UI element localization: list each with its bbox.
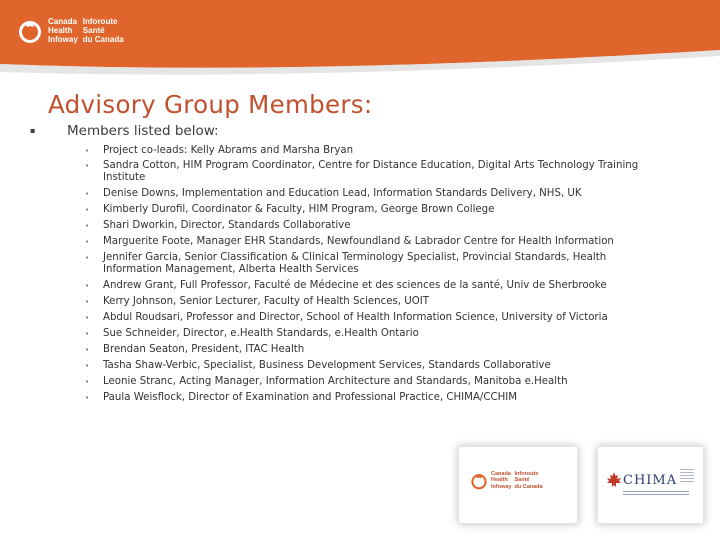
canada-health-infoway-logo-icon xyxy=(17,18,43,44)
chima-tagline xyxy=(623,491,689,497)
logo-text-line: Santé xyxy=(82,26,105,35)
member-item: • Leonie Stranc, Acting Manager, Information Architecture and Standards, Manitoba e.Health xyxy=(82,376,662,388)
logo-text-line: Infoway xyxy=(48,35,78,44)
chima-logo-card xyxy=(597,446,704,524)
member-item: • Andrew Grant, Full Professor, Faculté de Médecine et des sciences de la santé, Univ de Sherbrooke xyxy=(82,280,662,292)
canada-health-infoway-logo-icon xyxy=(470,472,488,490)
card-text-line: Santé xyxy=(514,477,530,484)
member-item: • Marguerite Foote, Manager EHR Standards, Newfoundland & Labrador Centre for Health Information xyxy=(82,236,662,248)
member-item: • Sandra Cotton, HIM Program Coordinator, Centre for Distance Education, Digital Arts Technology Training Institute xyxy=(82,160,662,184)
member-item: • Project co-leads: Kelly Abrams and Marsha Bryan xyxy=(82,145,662,157)
infoway-logo-card xyxy=(458,446,578,524)
card-text-line: Health xyxy=(491,477,508,484)
card-text-line: du Canada xyxy=(514,483,543,490)
maple-leaf-icon xyxy=(604,471,624,491)
member-list xyxy=(82,145,662,408)
member-item: • Kimberly Durofil, Coordinator & Faculty, HIM Program, George Brown College xyxy=(82,204,662,216)
infoway-card-logo xyxy=(470,471,543,490)
bullet-icon: ▪ xyxy=(30,126,36,135)
chima-wordmark: CHIMA xyxy=(623,473,678,488)
infoway-card-text xyxy=(491,471,543,490)
infoway-logo-text xyxy=(48,17,124,44)
subtitle-text: Members listed below: xyxy=(67,123,219,139)
card-text-line: Infoway xyxy=(491,483,512,490)
logo-text-line: Inforoute xyxy=(82,17,118,26)
slide-title: Advisory Group Members: xyxy=(48,90,373,119)
member-item: • Brendan Seaton, President, ITAC Health xyxy=(82,344,662,356)
member-item: • Paula Weisflock, Director of Examination and Professional Practice, CHIMA/CCHIM xyxy=(82,392,662,404)
member-item: • Kerry Johnson, Senior Lecturer, Faculty of Health Sciences, UOIT xyxy=(82,296,662,308)
card-text-line: Canada xyxy=(491,471,511,477)
member-item: • Sue Schneider, Director, e.Health Standards, e.Health Ontario xyxy=(82,328,662,340)
subtitle-bullet-item xyxy=(30,123,219,139)
member-item: • Denise Downs, Implementation and Education Lead, Information Standards Delivery, NHS, UK xyxy=(82,188,662,200)
card-text-line: Inforoute xyxy=(514,471,539,477)
member-item: • Abdul Roudsari, Professor and Director, School of Health Information Science, University of Victoria xyxy=(82,312,662,324)
chima-side-text xyxy=(680,469,694,484)
member-item: • Shari Dworkin, Director, Standards Collaborative xyxy=(82,220,662,232)
logo-text-line: Health xyxy=(48,26,73,35)
member-item: • Tasha Shaw-Verbic, Specialist, Business Development Services, Standards Collaborative xyxy=(82,360,662,372)
logo-text-line: Canada xyxy=(48,17,77,26)
member-item: • Jennifer Garcia, Senior Classification & Clinical Terminology Specialist, Provincial Standards, Health Information Management, Alberta Health Services xyxy=(82,252,662,276)
logo-text-line: du Canada xyxy=(82,35,124,44)
infoway-logo xyxy=(17,17,124,44)
